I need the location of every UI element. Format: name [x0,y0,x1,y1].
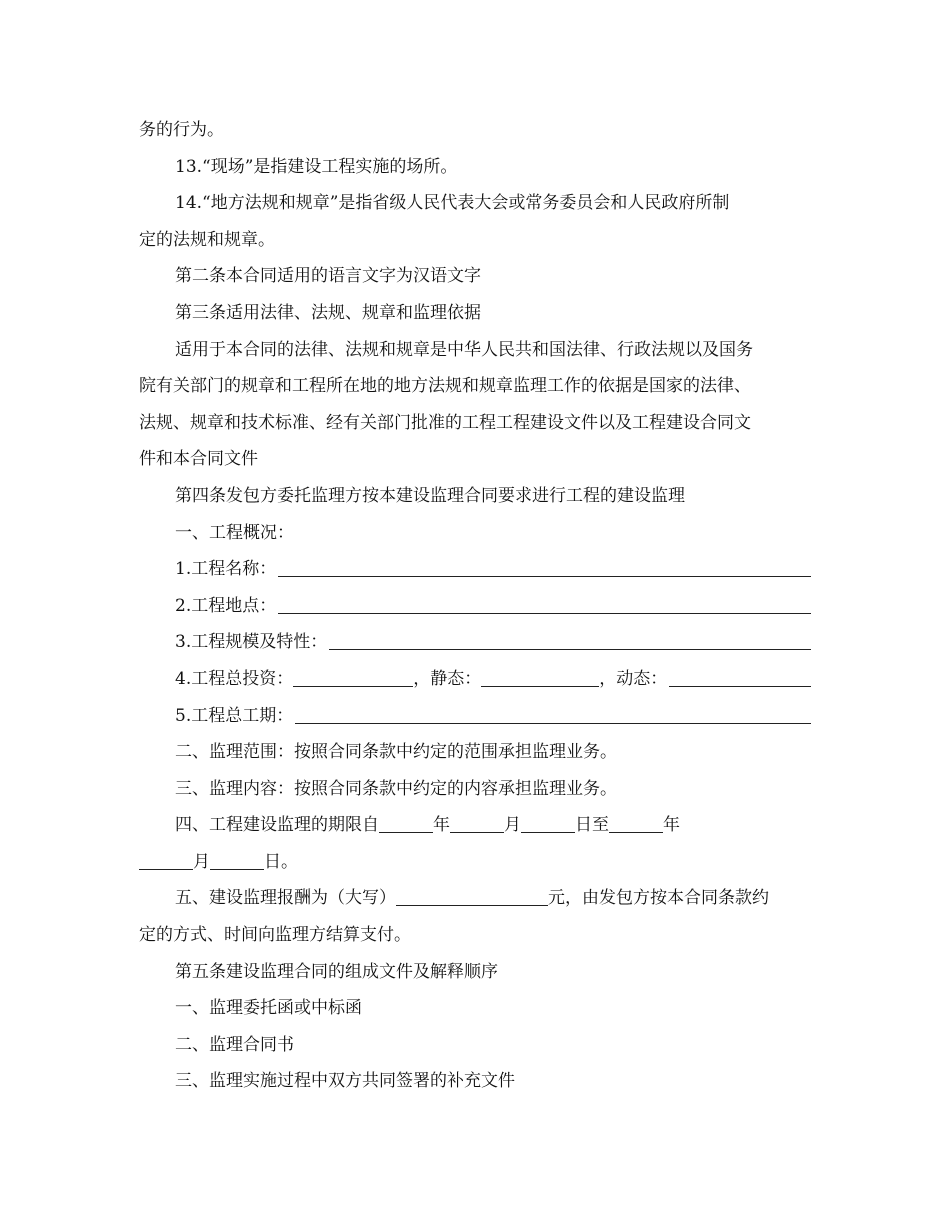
text-line: 件和本合同文件 [139,449,258,470]
remuneration-label: 五、建设监理报酬为（大写） [175,888,396,909]
end-month-blank [139,851,193,870]
dynamic-investment-blank [669,668,811,687]
field-label: 4.工程总投资： [175,668,294,689]
list-item: 三、监理实施过程中双方共同签署的补充文件 [175,1071,515,1092]
field-label: 3.工程规模及特性： [175,632,328,653]
field-label: ，动态： [599,668,668,689]
day-to-label: 日至 [575,815,609,836]
remuneration-amount-blank [396,887,548,906]
text-line: 适用于本合同的法律、法规和规章是中华人民共和国法律、行政法规以及国务 [175,339,753,360]
year-label: 年 [433,815,450,836]
end-year-blank [609,814,663,833]
text-line: 定的方式、时间向监理方结算支付。 [139,925,411,946]
supervision-period-line [139,807,811,844]
month-label: 月 [504,815,521,836]
article-heading: 第三条适用法律、法规、规章和监理依据 [175,302,481,323]
total-investment-blank [293,668,413,687]
start-day-blank [521,814,575,833]
document-body [139,112,811,1100]
text-line: 定的法规和规章。 [139,229,275,250]
text-line: 院有关部门的规章和工程所在地的地方法规和规章监理工作的依据是国家的法律、 [139,376,751,397]
field-label: 5.工程总工期： [175,705,294,726]
text-line: 法规、规章和技术标准、经有关部门批准的工程工程建设文件以及工程建设合同文 [139,412,751,433]
day-label: 日。 [264,851,298,872]
project-duration-field [139,698,811,735]
project-location-field [139,588,811,625]
field-label: ，静态： [413,668,482,689]
text-line: 14.“地方法规和规章”是指省级人民代表大会或常务委员会和人民政府所制 [175,193,730,214]
article-heading: 第二条本合同适用的语言文字为汉语文字 [175,266,481,287]
article-heading: 第四条发包方委托监理方按本建设监理合同要求进行工程的建设监理 [175,485,685,506]
project-investment-field [139,661,811,698]
field-label: 2.工程地点： [175,595,277,616]
period-label: 四、工程建设监理的期限自 [175,815,379,836]
project-name-blank [278,558,811,577]
end-day-blank [210,851,264,870]
project-scale-field [139,624,811,661]
remuneration-line [139,880,811,917]
project-duration-blank [295,705,811,724]
field-label: 1.工程名称： [175,559,277,580]
project-name-field [139,551,811,588]
year-label: 年 [663,815,680,836]
start-month-blank [450,814,504,833]
static-investment-blank [481,668,599,687]
list-item: 一、监理委托函或中标函 [175,998,362,1019]
section-heading: 一、工程概况： [175,522,294,543]
text-line: 务的行为。 [139,120,224,140]
text-line: 三、监理内容：按照合同条款中约定的内容承担监理业务。 [175,778,617,799]
project-scale-blank [329,631,811,650]
month-label: 月 [193,851,210,872]
supervision-period-line-cont [139,844,811,881]
list-item: 二、监理合同书 [175,1034,294,1055]
text-line: 二、监理范围：按照合同条款中约定的范围承担监理业务。 [175,742,617,763]
remuneration-suffix: 元，由发包方按本合同条款约 [548,888,769,909]
article-heading: 第五条建设监理合同的组成文件及解释顺序 [175,961,498,982]
start-year-blank [379,814,433,833]
text-line: 13.“现场”是指建设工程实施的场所。 [175,156,458,177]
project-location-blank [278,595,811,614]
